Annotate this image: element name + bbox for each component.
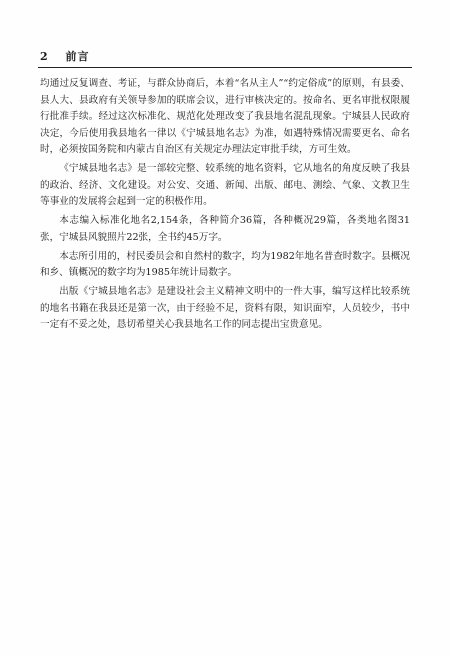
header-rule [38,67,412,68]
paragraph: 《宁城县地名志》是一部较完整、较系统的地名资料，它从地名的角度反映了我县的政治、经济、文化建设。对公安、交通、新闻、出版、邮电、测绘、气象、文教卫生等事业的发展将会起到一定的积极作用。 [40,163,410,207]
page-header [40,48,90,64]
paragraph: 本志编入标准化地名2,154条，各种简介36篇，各种概况29篇，各类地名图31张，宁城县风貌照片22张，全书约45万字。 [40,215,410,243]
page-number: 2 [40,50,49,63]
page-title: 前言 [65,50,90,63]
paragraph: 出版《宁城县地名志》是建设社会主义精神文明中的一件大事，编写这样比较系统的地名书籍在我县还是第一次，由于经验不足，资料有限，知识面窄，人员较少，书中一定有不妥之处，恳切希望关心我县地名工作的同志提出宝贵意见。 [40,286,410,330]
paragraph: 均通过反复调查、考证，与群众协商后，本着“名从主人”“约定俗成”的原则，有县委、县人大、县政府有关领导参加的联席会议，进行审核决定的。按命名、更名审批权限履行批准手续。经过这次标准化、规范化处理改变了我县地名混乱现象。宁城县人民政府决定，今后使用我县地名一律以《宁城县地名志》为准，如遇特殊情况需要更名、命名时，必须按国务院和内蒙古自治区有关规定办理法定审批手续，方可生效。 [40,78,410,155]
paragraph: 本志所引用的，村民委员会和自然村的数字，均为1982年地名普查时数字。县概况和乡、镇概况的数字均为1985年统计局数字。 [40,250,410,278]
body-text [40,76,410,336]
